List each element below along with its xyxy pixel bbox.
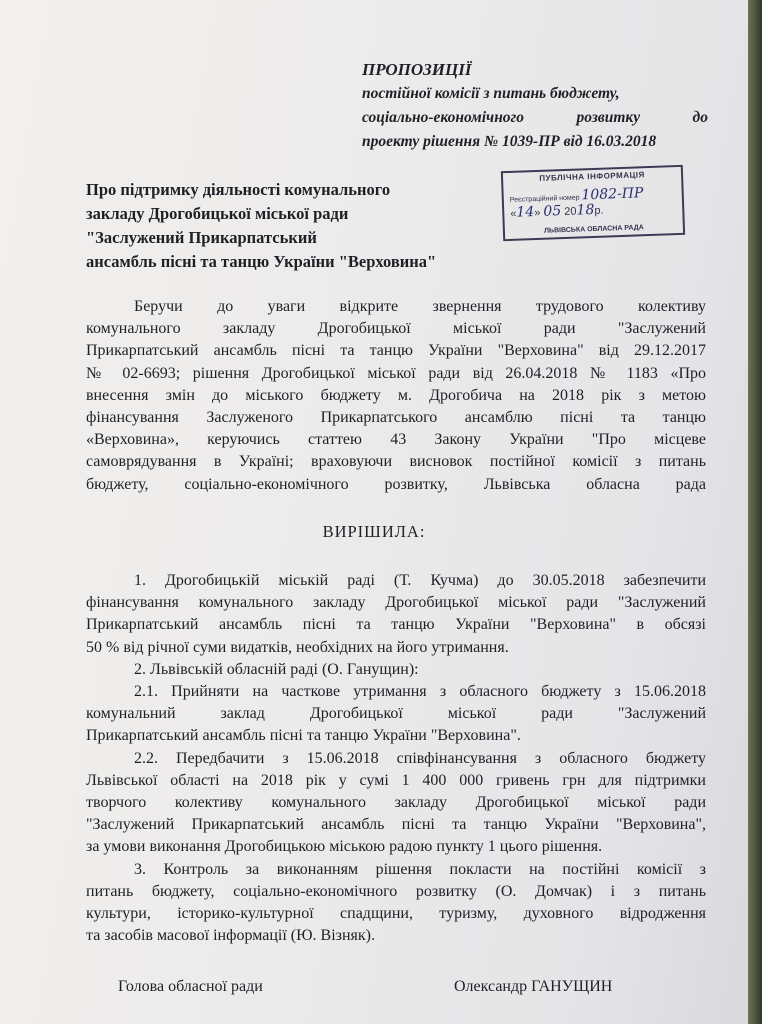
- signature-position: Голова обласної ради: [118, 978, 263, 995]
- handwritten-reg-number: 1082-ПР: [581, 185, 644, 204]
- decision-heading: ВИРІШИЛА:: [322, 522, 426, 541]
- handwritten-day: 14: [516, 204, 535, 221]
- proposal-line-1: постійної комісії з питань бюджету,: [362, 85, 620, 102]
- proposal-title: ПРОПОЗИЦІЇ: [362, 60, 472, 79]
- signature-name: Олександр ГАНУЩИН: [454, 978, 613, 995]
- proposal-line-3: проекту рішення № 1039-ПР від 16.03.2018: [362, 133, 657, 150]
- preamble-paragraph: Беручи до уваги відкрите звернення трудового колективу комунального закладу Дрогобицької міської ради "Заслужений Прикарпатський ансамбль пісні та танцю України "Верховина" від 29.12.2017 № 02-6693; рішення Дрогобицької міської ради від 26.04.2018 № 1183 «Про внесення змін до міського бюджету м. Дрогобича на 2018 рік з метою фінансування Заслуженого Прикарпатського ансамблю пісні та танцю «Верховина», керуючись статтею 43 Закону України "Про місцеве самоврядування в Україні; враховуючи висновок постійної комісії з питань бюджету, соціально-економічного розвитку, Львівська обласна рада: [86, 298, 706, 493]
- subject-block: Про підтримку діяльності комунального закладу Дрогобицької міської ради "Заслужений Прикарпатський ансамбль пісні та танцю України "Верховина": [86, 180, 437, 271]
- handwritten-month: 05: [543, 203, 562, 220]
- decision-body: 1. Дрогобицькій міській раді (Т. Кучма) до 30.05.2018 забезпечити фінансування комунального закладу Дрогобицької міської ради "Заслужений Прикарпатський ансамбль пісні та танцю України "Верховина" в обсязі 50 % від річної суми видатків, необхідних на його утримання. 2. Львівській обласній раді (О. Ганущин): 2.1. Прийняти на часткове утримання з обласного бюджету з 15.06.2018 комунальний заклад Дрогобицької міської ради "Заслужений Прикарпатський ансамбль пісні та танцю України "Верховина". 2.2. Передбачити з 15.06.2018 співфінансування з обласного бюджету Львівської області на 2018 рік у сумі 1 400 000 гривень грн для підтримки творчого колективу комунального закладу Дрогобицької міської ради "Заслужений Прикарпатський ансамбль пісні та танцю України "Верховина", за умови виконання Дрогобицькою міською радою пункту 1 цього рішення. 3. Контроль за виконанням рішення покласти на постійні комісії з питань бюджету, соціально-економічного розвитку (О. Домчак) і з питань культури, історико-культурної спадщини, туризму, духовного відродження та засобів масової інформації (Ю. Візняк).: [86, 572, 706, 945]
- handwritten-year: 18: [576, 201, 595, 219]
- background-edge: [748, 0, 762, 1024]
- proposal-header: [362, 58, 708, 154]
- proposal-line-2: соціально-економічного розвитку до: [362, 109, 708, 126]
- public-info-stamp: ПУБЛІЧНА ІНФОРМАЦІЯ Реєстраційний номер 1082-ПР «14» 05 2018р. ЛЬВІВСЬКА ОБЛАСНА РАДА: [501, 165, 685, 241]
